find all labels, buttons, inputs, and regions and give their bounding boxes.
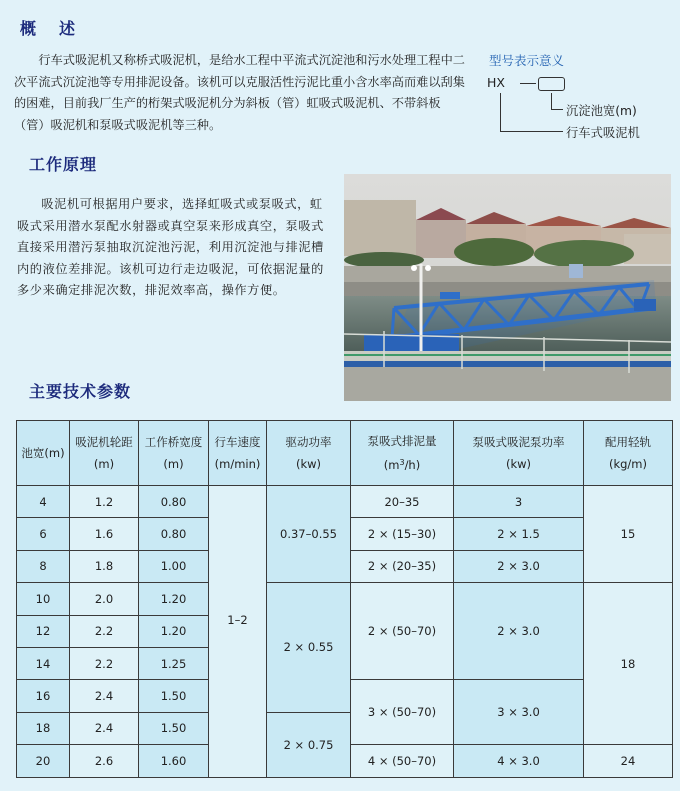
col-header-wheelbase [70,421,139,486]
technical-parameters-table [16,420,673,778]
cell-bridge-width: 1.50 [139,680,209,712]
cell-wheelbase: 1.2 [70,486,139,518]
cell-pump-power: 3 [454,486,584,518]
cell-pump-flow: 3 × (50–70) [351,680,454,745]
cell-wheelbase: 2.4 [70,680,139,712]
connector-line [551,93,552,109]
cell-pump-power: 2 × 3.0 [454,583,584,680]
cell-drive-power: 2 × 0.75 [267,712,351,777]
overview-paragraph [14,50,469,136]
header-unit-sup: 3 [399,458,405,467]
cell-pump-flow: 2 × (50–70) [351,583,454,680]
cell-rail: 15 [584,486,673,583]
header-unit: (m [383,458,400,472]
header-unit: (m/min) [214,457,261,471]
cell-pool-width: 10 [17,583,70,615]
overview-heading [20,16,76,39]
col-header-pump-power [454,421,584,486]
model-label-width: 沉淀池宽(m) [566,104,637,118]
col-header-travel-speed [209,421,267,486]
header-text: 泵吸式排泥量 [367,434,437,448]
cell-bridge-width: 0.80 [139,486,209,518]
params-heading: 主要技术参数 [29,382,132,401]
cell-pool-width: 20 [17,745,70,777]
cell-bridge-width: 1.20 [139,583,209,615]
cell-wheelbase: 2.2 [70,615,139,647]
cell-wheelbase: 2.4 [70,712,139,744]
col-header-rail [584,421,673,486]
cell-pool-width: 4 [17,486,70,518]
header-unit: (m) [163,457,184,471]
cell-pump-power: 2 × 3.0 [454,550,584,582]
suction-dredger-image [344,174,671,401]
header-text: 行车速度 [214,435,261,449]
cell-pool-width: 18 [17,712,70,744]
cell-pump-power: 2 × 1.5 [454,518,584,550]
cell-pool-width: 12 [17,615,70,647]
cell-pool-width: 14 [17,647,70,679]
table-row [17,583,673,615]
header-unit: /h) [404,458,421,472]
cell-bridge-width: 1.20 [139,615,209,647]
cell-drive-power: 2 × 0.55 [267,583,351,713]
header-text: 驱动功率 [285,435,332,449]
model-dash [520,83,536,84]
cell-drive-power: 0.37–0.55 [267,486,351,583]
cell-rail: 18 [584,583,673,745]
model-prefix: HX [487,75,505,90]
header-unit: (kg/m) [608,457,647,471]
col-header-pump-flow [351,421,454,486]
cell-rail: 24 [584,745,673,777]
header-text: 池宽(m) [21,446,65,460]
table-row [17,486,673,518]
cell-wheelbase: 1.8 [70,550,139,582]
header-unit: (m) [93,457,115,471]
product-photo [344,174,671,401]
col-header-pool-width [17,421,70,486]
cell-pump-power: 4 × 3.0 [454,745,584,777]
overview-text: 行车式吸泥机又称桥式吸泥机，是给水工程中平流式沉淀池和污水处理工程中二次平流式沉淀池等专用排泥设备。该机可以克服活性污泥比重小含水率高而难以刮集的困难，目前我厂生产的桁架式吸泥机分为斜板（管）虹吸式吸泥机、不带斜板（管）吸泥机和泵吸式吸泥机等三种。 [14,53,465,132]
cell-pump-flow: 20–35 [351,486,454,518]
cell-pool-width: 6 [17,518,70,550]
cell-wheelbase: 2.6 [70,745,139,777]
table-header-row [17,421,673,486]
connector-line [500,131,563,132]
principle-paragraph [17,194,335,302]
connector-line [500,93,501,131]
header-text: 工作桥宽度 [144,435,203,449]
cell-pump-flow: 2 × (15–30) [351,518,454,550]
cell-wheelbase: 1.6 [70,518,139,550]
model-legend-title: 型号表示意义 [489,53,565,68]
cell-bridge-width: 1.60 [139,745,209,777]
cell-wheelbase: 2.2 [70,647,139,679]
cell-bridge-width: 0.80 [139,518,209,550]
header-text: 配用轻轨 [605,435,651,449]
principle-text: 吸泥机可根据用户要求，选择虹吸式或泵吸式，虹吸式采用潜水泵配水射器或真空泵来形成真空，泵吸式直接采用潜污泵抽取沉淀池污泥，利用沉淀池与排泥槽内的液位差排泥。该机可边行走边吸泥，可依据泥量的多少来确定排泥次数，排泥效率高，操作方便。 [17,197,324,297]
model-label-type: 行车式吸泥机 [566,126,640,140]
cell-bridge-width: 1.00 [139,550,209,582]
overview-heading-char-1: 概 [20,19,38,38]
model-code-legend [485,48,675,143]
cell-wheelbase: 2.0 [70,583,139,615]
connector-line [551,109,563,110]
header-text: 泵吸式吸泥泵功率 [472,435,565,449]
col-header-drive-power [267,421,351,486]
cell-pool-width: 8 [17,550,70,582]
overview-heading-char-2: 述 [59,19,77,38]
header-text: 吸泥机轮距 [75,435,133,449]
cell-travel-speed: 1–2 [209,486,267,778]
header-unit: (kw) [295,457,322,471]
cell-pump-flow: 2 × (20–35) [351,550,454,582]
model-width-placeholder [538,77,565,91]
cell-bridge-width: 1.25 [139,647,209,679]
cell-pump-power: 3 × 3.0 [454,680,584,745]
principle-heading: 工作原理 [29,155,98,174]
col-header-bridge-width [139,421,209,486]
cell-bridge-width: 1.50 [139,712,209,744]
header-unit: (kw) [505,457,532,471]
cell-pump-flow: 4 × (50–70) [351,745,454,777]
cell-pool-width: 16 [17,680,70,712]
